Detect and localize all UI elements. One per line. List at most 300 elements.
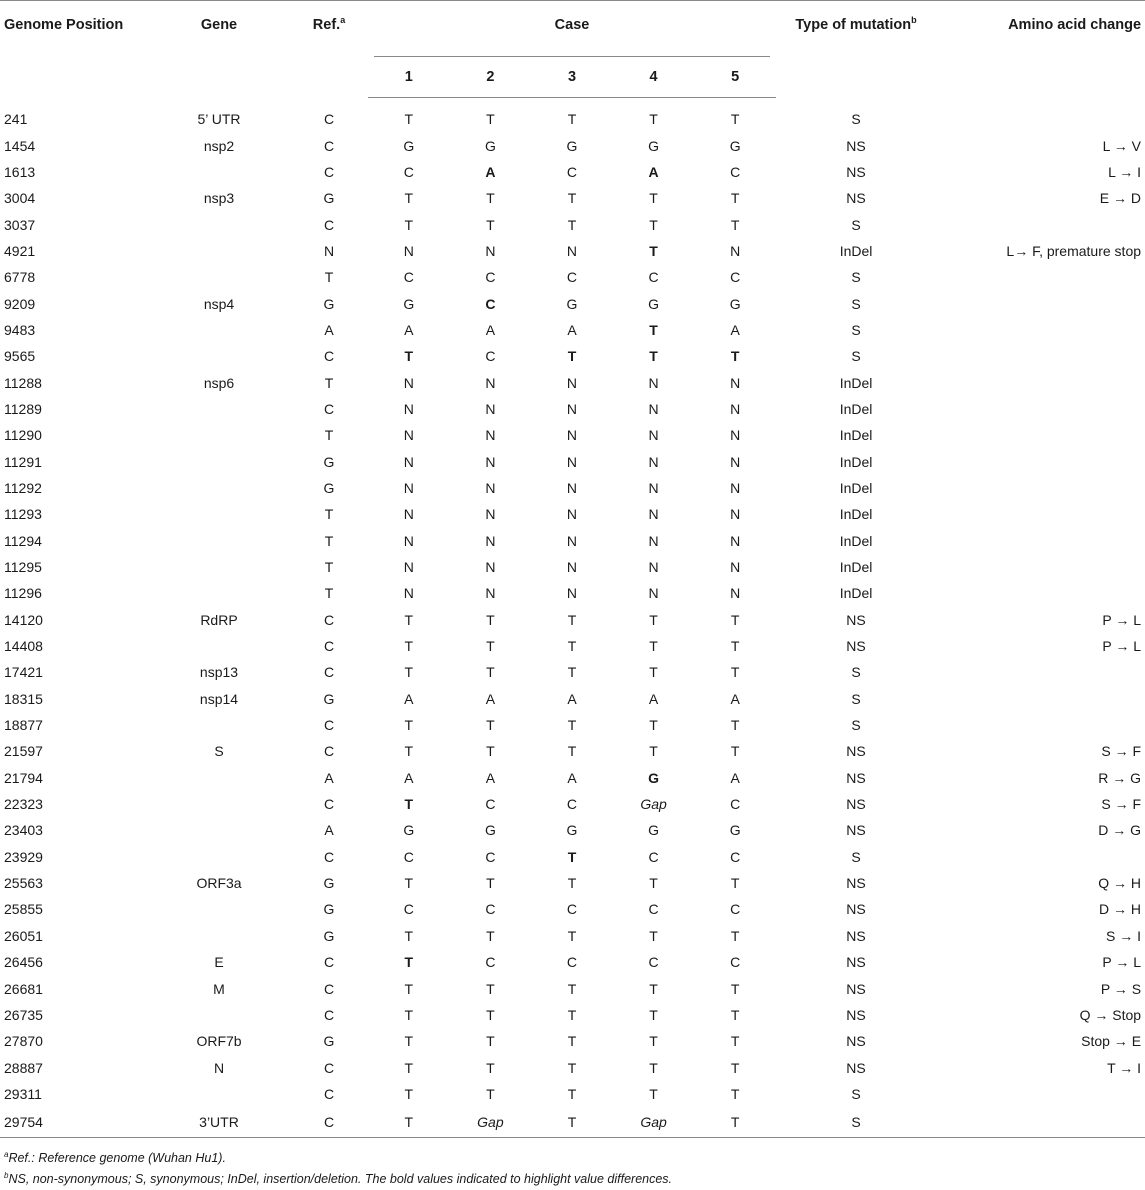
case-5-cell: G bbox=[729, 137, 741, 154]
table-row bbox=[0, 343, 1145, 369]
case-5-cell: N bbox=[730, 532, 741, 549]
ref-cell: T bbox=[324, 269, 334, 286]
case-5-cell: N bbox=[730, 242, 741, 259]
ref-cell: G bbox=[323, 295, 335, 312]
mutation-type-cell: InDel bbox=[839, 585, 873, 602]
gene-cell: nsp6 bbox=[203, 374, 235, 391]
header-aa-label: Amino acid change bbox=[1008, 17, 1142, 33]
mutation-type-cell: NS bbox=[846, 190, 866, 207]
case-5-cell: C bbox=[730, 848, 741, 865]
case-3-cell: T bbox=[567, 664, 577, 681]
case-5-cell: A bbox=[730, 321, 740, 338]
genome-position-cell: 29754 bbox=[0, 1107, 148, 1138]
case-2-cell: Gap bbox=[450, 1107, 532, 1138]
case-1-cell: N bbox=[403, 453, 414, 470]
mutation-type-cell: NS bbox=[846, 743, 866, 760]
gene-cell: 5’ UTR bbox=[197, 110, 241, 127]
case-2-cell: T bbox=[486, 216, 495, 233]
case-4-cell: C bbox=[648, 848, 659, 865]
case-3-cell: T bbox=[567, 348, 577, 365]
ref-cell: G bbox=[323, 479, 335, 496]
mutation-type-cell: NS bbox=[846, 796, 866, 813]
case-1-cell: N bbox=[403, 400, 414, 417]
gene-cell bbox=[148, 448, 290, 474]
gene-cell bbox=[148, 817, 290, 843]
amino-acid-change-cell: P → L bbox=[1102, 954, 1142, 971]
gene-cell: ORF3a bbox=[196, 875, 242, 892]
gene-cell bbox=[148, 1002, 290, 1028]
genome-position-cell: 21794 bbox=[4, 769, 43, 786]
ref-cell: C bbox=[323, 796, 335, 813]
header-ref bbox=[290, 1, 368, 98]
case-4-cell: A bbox=[648, 690, 659, 707]
case-1-cell: C bbox=[403, 163, 414, 180]
ref-cell: C bbox=[323, 611, 335, 628]
case-2-cell: C bbox=[485, 348, 496, 365]
gene-cell: E bbox=[214, 954, 224, 971]
ref-cell: C bbox=[323, 954, 335, 971]
case-2-cell: A bbox=[485, 769, 496, 786]
case-5-cell: N bbox=[730, 506, 741, 523]
case-4-cell: T bbox=[649, 216, 658, 233]
ref-cell: G bbox=[323, 190, 335, 207]
header-case-3: 3 bbox=[531, 57, 613, 98]
genome-position-cell: 3037 bbox=[4, 216, 36, 233]
amino-acid-change-cell: L → I bbox=[1108, 163, 1142, 180]
table-row bbox=[0, 554, 1145, 580]
amino-acid-change-cell bbox=[936, 343, 1145, 369]
mutation-type-cell: S bbox=[851, 216, 861, 233]
ref-cell: G bbox=[323, 901, 335, 918]
genome-position-cell: 18315 bbox=[4, 690, 43, 707]
amino-acid-change-cell: D → H bbox=[1099, 901, 1142, 918]
case-4-cell: T bbox=[649, 348, 658, 365]
table-header bbox=[0, 1, 1145, 98]
genome-position-cell: 11294 bbox=[4, 532, 42, 549]
genome-position-cell: 14120 bbox=[4, 611, 43, 628]
genome-position-cell: 28887 bbox=[4, 1059, 43, 1076]
ref-cell: T bbox=[324, 427, 334, 444]
header-case-2: 2 bbox=[450, 57, 532, 98]
case-5-cell: T bbox=[730, 216, 740, 233]
ref-cell: A bbox=[324, 321, 334, 338]
mutation-type-cell: S bbox=[851, 348, 861, 365]
case-3-cell: G bbox=[566, 822, 578, 839]
case-5-cell: A bbox=[730, 690, 740, 707]
mutation-type-cell: NS bbox=[846, 638, 866, 655]
header-ref-label: Ref. bbox=[312, 17, 341, 33]
ref-cell: C bbox=[323, 1085, 335, 1102]
case-2-cell: N bbox=[485, 427, 496, 444]
case-4-cell: T bbox=[649, 743, 658, 760]
ref-cell: C bbox=[323, 110, 335, 127]
mutation-type-cell: NS bbox=[846, 1006, 866, 1023]
case-2-cell: T bbox=[486, 927, 495, 944]
gene-cell: nsp4 bbox=[203, 295, 235, 312]
table-row bbox=[0, 1002, 1145, 1028]
table-row bbox=[0, 844, 1145, 870]
case-3-cell: G bbox=[566, 295, 578, 312]
gene-cell bbox=[148, 396, 290, 422]
case-4-cell: G bbox=[648, 769, 660, 786]
table-row bbox=[0, 98, 1145, 133]
case-4-cell: G bbox=[648, 137, 660, 154]
case-2-cell: G bbox=[484, 822, 496, 839]
amino-acid-change-cell bbox=[936, 475, 1145, 501]
genome-position-cell: 26051 bbox=[4, 927, 43, 944]
table-row bbox=[0, 238, 1145, 264]
case-3-cell: C bbox=[566, 901, 578, 918]
case-4-cell: C bbox=[648, 901, 659, 918]
amino-acid-change-cell: Q → Stop bbox=[1079, 1006, 1142, 1023]
ref-cell: G bbox=[323, 690, 335, 707]
header-type-label: Type of mutation bbox=[795, 17, 912, 33]
case-4-cell: C bbox=[648, 954, 659, 971]
case-1-cell: T bbox=[404, 111, 414, 128]
amino-acid-change-cell: P → L bbox=[1102, 638, 1142, 655]
header-case-5: 5 bbox=[694, 57, 776, 98]
case-1-cell: T bbox=[404, 1059, 414, 1076]
case-5-cell: T bbox=[730, 1085, 740, 1102]
case-2-cell: A bbox=[485, 690, 496, 707]
mutation-type-cell: NS bbox=[846, 822, 866, 839]
case-1-cell: T bbox=[404, 1033, 414, 1050]
mutation-type-cell: S bbox=[851, 848, 861, 865]
case-4-cell: N bbox=[648, 506, 659, 523]
header-type-footnote-marker: b bbox=[911, 15, 917, 26]
ref-cell: T bbox=[324, 532, 334, 549]
amino-acid-change-cell bbox=[936, 264, 1145, 290]
ref-cell: A bbox=[324, 822, 334, 839]
case-1-cell: T bbox=[404, 348, 414, 365]
case-2-cell: T bbox=[486, 1085, 495, 1102]
case-2-cell: C bbox=[485, 954, 496, 971]
case-3-cell: T bbox=[567, 717, 577, 734]
case-4-cell: T bbox=[649, 190, 658, 207]
table-row bbox=[0, 185, 1145, 211]
case-4-cell: T bbox=[649, 321, 658, 338]
case-4-cell: N bbox=[648, 585, 659, 602]
case-5-cell: T bbox=[730, 190, 740, 207]
amino-acid-change-cell bbox=[936, 369, 1145, 395]
table-row bbox=[0, 501, 1145, 527]
amino-acid-change-cell bbox=[936, 396, 1145, 422]
case-1-cell: C bbox=[403, 848, 414, 865]
amino-acid-change-cell bbox=[936, 211, 1145, 237]
case-2-cell: T bbox=[486, 1006, 495, 1023]
mutation-type-cell: NS bbox=[846, 137, 866, 154]
table-row bbox=[0, 475, 1145, 501]
gene-cell bbox=[148, 765, 290, 791]
footnote-text: Ref.: Reference genome (Wuhan Hu1). bbox=[8, 1151, 226, 1166]
ref-cell: T bbox=[324, 585, 334, 602]
genome-position-cell: 26456 bbox=[4, 954, 43, 971]
table-row bbox=[0, 448, 1145, 474]
gene-cell bbox=[148, 528, 290, 554]
amino-acid-change-cell: P → S bbox=[1100, 980, 1142, 997]
table-row bbox=[0, 264, 1145, 290]
case-4-cell: C bbox=[648, 269, 659, 286]
gene-cell bbox=[148, 712, 290, 738]
case-5-cell: T bbox=[730, 1033, 740, 1050]
case-1-cell: N bbox=[403, 374, 414, 391]
case-3-cell: A bbox=[567, 769, 577, 786]
ref-cell: C bbox=[323, 980, 335, 997]
gene-cell: nsp2 bbox=[203, 137, 235, 154]
mutation-type-cell: InDel bbox=[839, 400, 873, 417]
case-1-cell: N bbox=[403, 427, 414, 444]
gene-cell: M bbox=[213, 980, 225, 997]
case-5-cell: C bbox=[730, 796, 741, 813]
case-2-cell: N bbox=[485, 559, 496, 576]
case-4-cell: T bbox=[649, 927, 658, 944]
case-4-cell: T bbox=[649, 1085, 658, 1102]
case-1-cell: T bbox=[404, 954, 414, 971]
case-3-cell: N bbox=[566, 585, 578, 602]
case-5-cell: C bbox=[730, 163, 741, 180]
mutation-type-cell: NS bbox=[846, 954, 866, 971]
case-5-cell: N bbox=[730, 479, 741, 496]
amino-acid-change-cell bbox=[936, 290, 1145, 316]
gene-cell: nsp14 bbox=[199, 690, 239, 707]
gene-cell: nsp3 bbox=[203, 190, 235, 207]
case-3-cell: T bbox=[567, 611, 577, 628]
mutation-type-cell: NS bbox=[846, 980, 866, 997]
case-4-cell: N bbox=[648, 532, 659, 549]
case-2-cell: T bbox=[486, 190, 495, 207]
mutation-type-cell: S bbox=[851, 690, 861, 707]
amino-acid-change-cell bbox=[936, 580, 1145, 606]
case-2-cell: C bbox=[485, 848, 496, 865]
genome-position-cell: 26735 bbox=[4, 1006, 43, 1023]
case-5-cell: T bbox=[730, 1006, 740, 1023]
genome-position-cell: 11288 bbox=[4, 374, 42, 391]
case-group-rule bbox=[374, 56, 770, 57]
genome-position-cell: 11290 bbox=[4, 427, 42, 444]
table-row bbox=[0, 580, 1145, 606]
case-5-cell: A bbox=[730, 769, 740, 786]
case-1-cell: T bbox=[404, 1006, 414, 1023]
case-2-cell: T bbox=[486, 111, 495, 128]
gene-cell bbox=[148, 633, 290, 659]
case-1-cell: T bbox=[404, 875, 414, 892]
mutation-type-cell: S bbox=[851, 269, 861, 286]
header-case-4: 4 bbox=[613, 57, 695, 98]
amino-acid-change-cell: E → D bbox=[1099, 190, 1142, 207]
gene-cell bbox=[148, 422, 290, 448]
gene-cell bbox=[148, 580, 290, 606]
case-1-cell: T bbox=[404, 1085, 414, 1102]
case-3-cell: T bbox=[567, 190, 577, 207]
table-row bbox=[0, 211, 1145, 237]
case-4-cell: T bbox=[649, 1006, 658, 1023]
case-2-cell: N bbox=[485, 400, 496, 417]
case-4-cell: T bbox=[649, 1059, 658, 1076]
amino-acid-change-cell bbox=[936, 1107, 1145, 1138]
table-row bbox=[0, 317, 1145, 343]
footnote bbox=[4, 1169, 1145, 1190]
genome-position-cell: 11293 bbox=[4, 506, 42, 523]
case-4-cell: T bbox=[649, 611, 658, 628]
case-5-cell: T bbox=[730, 111, 740, 128]
amino-acid-change-cell bbox=[936, 712, 1145, 738]
header-ref-footnote-marker: a bbox=[340, 15, 346, 26]
case-3-cell: N bbox=[566, 506, 578, 523]
mutation-type-cell: InDel bbox=[839, 427, 873, 444]
amino-acid-change-cell: T → I bbox=[1107, 1059, 1142, 1076]
case-1-cell: T bbox=[404, 216, 414, 233]
table-row bbox=[0, 633, 1145, 659]
table-row bbox=[0, 1107, 1145, 1138]
table-row bbox=[0, 686, 1145, 712]
case-1-cell: N bbox=[403, 506, 414, 523]
amino-acid-change-cell bbox=[936, 98, 1145, 133]
mutation-type-cell: S bbox=[851, 717, 861, 734]
case-4-cell: Gap bbox=[613, 1107, 695, 1138]
genome-position-cell: 17421 bbox=[4, 664, 43, 681]
case-5-cell: T bbox=[730, 743, 740, 760]
amino-acid-change-cell: P → L bbox=[1102, 611, 1142, 628]
gene-cell: nsp13 bbox=[199, 664, 239, 681]
table-row bbox=[0, 765, 1145, 791]
amino-acid-change-cell bbox=[936, 686, 1145, 712]
case-5-cell: T bbox=[730, 664, 740, 681]
genome-position-cell: 21597 bbox=[4, 743, 43, 760]
mutation-type-cell: InDel bbox=[839, 506, 873, 523]
case-5-cell: N bbox=[730, 427, 741, 444]
case-2-cell: T bbox=[486, 980, 495, 997]
amino-acid-change-cell bbox=[936, 844, 1145, 870]
case-1-cell: N bbox=[403, 532, 414, 549]
case-4-cell: A bbox=[648, 163, 659, 180]
mutation-type-cell: NS bbox=[846, 769, 866, 786]
case-5-cell: T bbox=[730, 348, 740, 365]
case-3-cell: C bbox=[566, 954, 578, 971]
case-4-cell: N bbox=[648, 479, 659, 496]
mutation-type-cell: InDel bbox=[839, 479, 873, 496]
case-5-cell: C bbox=[730, 954, 741, 971]
case-3-cell: T bbox=[567, 927, 577, 944]
case-1-cell: T bbox=[404, 743, 414, 760]
case-5-cell: N bbox=[730, 559, 741, 576]
case-2-cell: T bbox=[486, 638, 495, 655]
ref-cell: C bbox=[323, 1059, 335, 1076]
mutation-type-cell: NS bbox=[846, 927, 866, 944]
case-4-cell: T bbox=[649, 664, 658, 681]
case-2-cell: C bbox=[485, 901, 496, 918]
case-3-cell: T bbox=[567, 1006, 577, 1023]
case-4-cell: T bbox=[649, 717, 658, 734]
gene-cell bbox=[148, 238, 290, 264]
amino-acid-change-cell bbox=[936, 554, 1145, 580]
case-4-cell: N bbox=[648, 427, 659, 444]
case-1-cell: T bbox=[404, 664, 414, 681]
mutation-type-cell: NS bbox=[846, 1059, 866, 1076]
case-3-cell: T bbox=[567, 638, 577, 655]
genome-position-cell: 4921 bbox=[4, 242, 36, 259]
case-3-cell: T bbox=[567, 216, 577, 233]
genome-position-cell: 29311 bbox=[4, 1085, 42, 1102]
table-row bbox=[0, 159, 1145, 185]
mutation-type-cell: NS bbox=[846, 875, 866, 892]
case-3-cell: N bbox=[566, 532, 578, 549]
case-2-cell: N bbox=[485, 506, 496, 523]
amino-acid-change-cell: D → G bbox=[1098, 822, 1142, 839]
case-1-cell: A bbox=[404, 690, 414, 707]
case-1-cell: A bbox=[404, 321, 414, 338]
amino-acid-change-cell: Q → H bbox=[1098, 875, 1142, 892]
case-1-cell: N bbox=[403, 479, 414, 496]
mutation-type-cell: NS bbox=[846, 1033, 866, 1050]
gene-cell: RdRP bbox=[200, 611, 238, 628]
case-4-cell: G bbox=[648, 822, 660, 839]
footnote-marker: b bbox=[4, 1170, 9, 1180]
case-2-cell: T bbox=[486, 664, 495, 681]
mutation-type-cell: S bbox=[851, 295, 861, 312]
ref-cell: C bbox=[323, 664, 335, 681]
ref-cell: A bbox=[324, 769, 334, 786]
case-3-cell: C bbox=[566, 269, 578, 286]
case-3-cell: T bbox=[567, 111, 577, 128]
case-1-cell: T bbox=[404, 796, 414, 813]
genome-position-cell: 11295 bbox=[4, 559, 42, 576]
case-5-cell: G bbox=[729, 295, 741, 312]
case-2-cell: C bbox=[485, 796, 496, 813]
case-5-cell: N bbox=[730, 585, 741, 602]
case-3-cell: T bbox=[567, 848, 577, 865]
case-1-cell: N bbox=[403, 585, 414, 602]
case-5-cell: C bbox=[730, 269, 741, 286]
case-2-cell: T bbox=[486, 611, 495, 628]
mutation-type-cell: S bbox=[851, 1085, 861, 1102]
case-1-cell: T bbox=[404, 927, 414, 944]
case-3-cell: N bbox=[566, 479, 578, 496]
case-5-cell: N bbox=[730, 400, 741, 417]
case-4-cell: N bbox=[648, 374, 659, 391]
amino-acid-change-cell bbox=[936, 1081, 1145, 1107]
genome-position-cell: 1613 bbox=[4, 163, 36, 180]
header-genome-position bbox=[0, 1, 148, 98]
case-2-cell: N bbox=[485, 479, 496, 496]
case-2-cell: A bbox=[485, 163, 496, 180]
case-3-cell: T bbox=[567, 1059, 577, 1076]
genome-position-cell: 18877 bbox=[4, 717, 43, 734]
table-row bbox=[0, 870, 1145, 896]
table-row bbox=[0, 1054, 1145, 1080]
mutation-type-cell: NS bbox=[846, 163, 866, 180]
ref-cell: N bbox=[323, 242, 335, 259]
gene-cell: 3’UTR bbox=[148, 1107, 290, 1138]
gene-cell bbox=[148, 211, 290, 237]
table-row bbox=[0, 396, 1145, 422]
case-3-cell: T bbox=[531, 1107, 613, 1138]
footnote-marker: a bbox=[4, 1149, 9, 1159]
case-1-cell: T bbox=[404, 717, 414, 734]
ref-cell: G bbox=[323, 453, 335, 470]
footnote-text: NS, non-synonymous; S, synonymous; InDel, insertion/deletion. The bold values indicated to highlight value differences. bbox=[8, 1172, 673, 1187]
gene-cell bbox=[148, 317, 290, 343]
case-4-cell: G bbox=[648, 295, 660, 312]
case-2-cell: T bbox=[486, 875, 495, 892]
case-3-cell: C bbox=[566, 796, 578, 813]
ref-cell: T bbox=[324, 506, 334, 523]
gene-cell: ORF7b bbox=[196, 1033, 242, 1050]
case-2-cell: N bbox=[485, 374, 496, 391]
genome-position-cell: 25563 bbox=[4, 875, 43, 892]
case-1-cell: T bbox=[404, 190, 414, 207]
case-1-cell: C bbox=[403, 901, 414, 918]
gene-cell bbox=[148, 923, 290, 949]
